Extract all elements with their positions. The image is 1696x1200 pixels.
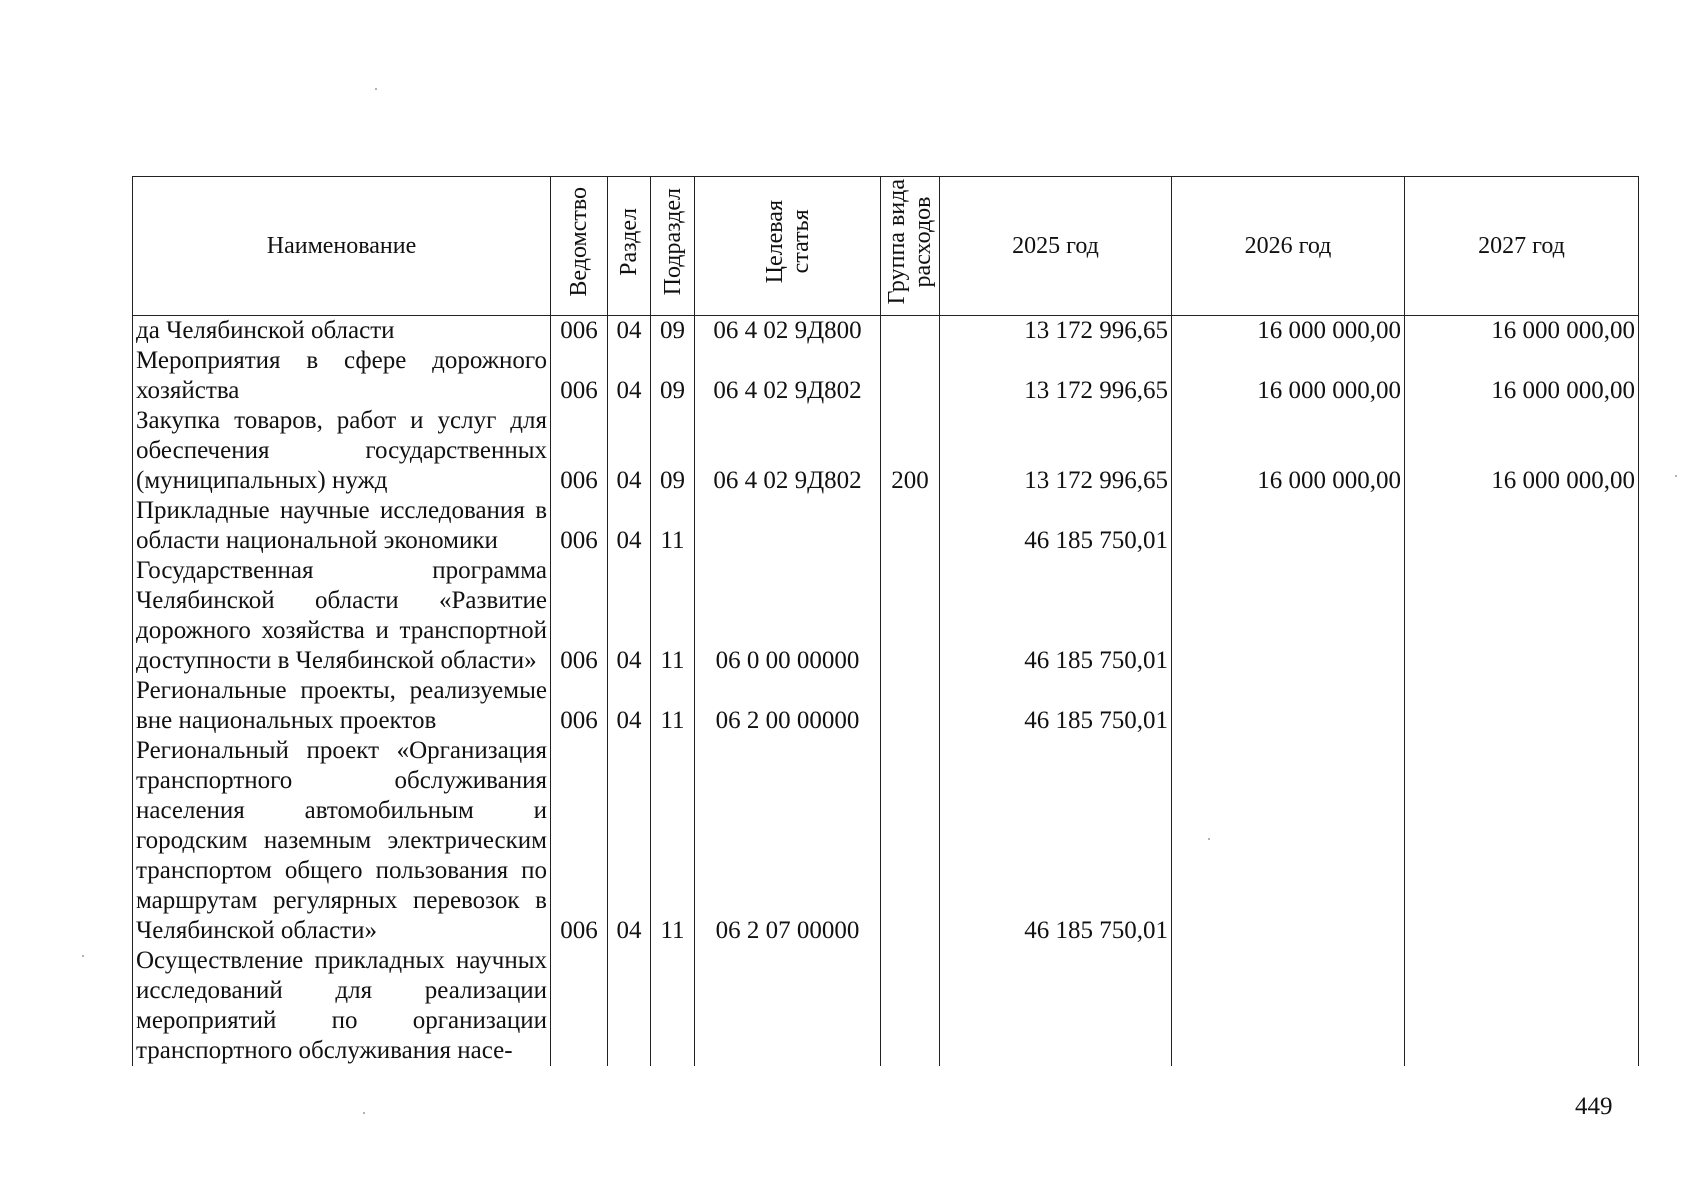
row-vedomstvo: 006: [551, 556, 608, 676]
row-value-2026: [1172, 676, 1405, 736]
header-razdel-text: Раздел: [616, 208, 642, 276]
row-value-2027: [1405, 946, 1639, 1066]
row-vedomstvo: 006: [551, 316, 608, 347]
row-name: Мероприятия в сфере дорожного хозяйства: [133, 346, 551, 406]
header-2025: [940, 177, 1172, 316]
row-value-2026: [1172, 736, 1405, 946]
row-podrazdel: 11: [651, 676, 695, 736]
row-celevaya: 06 0 00 00000: [695, 556, 881, 676]
row-name: Осуществление прикладных научных исследований для реализации мероприятий по организации транспортного обслуживания насе-: [133, 946, 551, 1066]
header-name: [133, 177, 551, 316]
row-value-2026: [1172, 946, 1405, 1066]
row-value-2027: [1405, 676, 1639, 736]
row-gruppa: [881, 676, 940, 736]
row-value-2025: 46 185 750,01: [940, 496, 1172, 556]
row-vedomstvo: 006: [551, 676, 608, 736]
table-header: [133, 177, 1639, 316]
row-celevaya: 06 2 07 00000: [695, 736, 881, 946]
row-value-2025: 13 172 996,65: [940, 346, 1172, 406]
row-name: да Челябинской области: [133, 316, 551, 347]
header-2027-text: 2027 год: [1478, 233, 1565, 259]
header-vedomstvo: [551, 177, 608, 316]
row-value-2026: 16 000 000,00: [1172, 406, 1405, 496]
row-razdel: [608, 946, 651, 1066]
row-value-2027: 16 000 000,00: [1405, 346, 1639, 406]
row-razdel: 04: [608, 346, 651, 406]
row-razdel: 04: [608, 556, 651, 676]
row-celevaya: 06 4 02 9Д802: [695, 406, 881, 496]
header-podrazdel: [651, 177, 695, 316]
row-value-2026: [1172, 496, 1405, 556]
row-podrazdel: 11: [651, 736, 695, 946]
row-vedomstvo: [551, 946, 608, 1066]
row-value-2027: [1405, 736, 1639, 946]
row-name: Региональный проект «Организация транспортного обслуживания населения автомобильным и городским наземным электрическим транспортом общего пользования по маршрутам регулярных перевозок в Челябинской области»: [133, 736, 551, 946]
header-row: [133, 177, 1639, 316]
scan-speck: [375, 88, 377, 90]
row-celevaya: [695, 946, 881, 1066]
row-vedomstvo: 006: [551, 736, 608, 946]
header-podrazdel-text: Подраздел: [659, 188, 686, 296]
budget-table: [132, 176, 1639, 1066]
header-celevaya: [695, 177, 881, 316]
scan-speck: [363, 1112, 365, 1114]
table-row: [133, 736, 1639, 946]
table-row: [133, 316, 1639, 347]
row-celevaya: 06 4 02 9Д802: [695, 346, 881, 406]
row-value-2025: 13 172 996,65: [940, 316, 1172, 347]
table-row: [133, 346, 1639, 406]
row-podrazdel: [651, 946, 695, 1066]
row-razdel: 04: [608, 736, 651, 946]
row-value-2025: 46 185 750,01: [940, 556, 1172, 676]
row-value-2026: 16 000 000,00: [1172, 346, 1405, 406]
row-razdel: 04: [608, 676, 651, 736]
row-gruppa: [881, 346, 940, 406]
header-name-text: Наименование: [266, 233, 417, 259]
row-razdel: 04: [608, 316, 651, 347]
row-gruppa: [881, 496, 940, 556]
row-podrazdel: 09: [651, 346, 695, 406]
table-body: [133, 316, 1639, 1067]
scan-speck: [1675, 475, 1677, 477]
row-value-2026: 16 000 000,00: [1172, 316, 1405, 347]
row-celevaya: [695, 496, 881, 556]
row-razdel: 04: [608, 496, 651, 556]
row-gruppa: [881, 316, 940, 347]
row-value-2027: [1405, 556, 1639, 676]
row-celevaya: 06 4 02 9Д800: [695, 316, 881, 347]
row-name: Закупка товаров, работ и услуг для обеспечения государственных (муниципальных) нужд: [133, 406, 551, 496]
row-podrazdel: 09: [651, 316, 695, 347]
header-gruppa: [881, 177, 940, 316]
row-razdel: 04: [608, 406, 651, 496]
header-razdel: [608, 177, 651, 316]
row-celevaya: 06 2 00 00000: [695, 676, 881, 736]
row-value-2025: [940, 946, 1172, 1066]
header-vedomstvo-text: Ведомство: [566, 187, 592, 297]
page-number: 449: [1575, 1093, 1613, 1120]
scan-speck: [82, 955, 84, 957]
row-podrazdel: 11: [651, 496, 695, 556]
header-2027: [1405, 177, 1639, 316]
table-row: [133, 946, 1639, 1066]
table-row: [133, 676, 1639, 736]
row-gruppa: [881, 736, 940, 946]
row-name: Прикладные научные исследования в области национальной экономики: [133, 496, 551, 556]
row-vedomstvo: 006: [551, 406, 608, 496]
row-gruppa: [881, 556, 940, 676]
row-gruppa: 200: [881, 406, 940, 496]
row-value-2025: 46 185 750,01: [940, 676, 1172, 736]
row-gruppa: [881, 946, 940, 1066]
row-value-2027: 16 000 000,00: [1405, 316, 1639, 347]
row-value-2027: [1405, 496, 1639, 556]
scan-speck: [1208, 838, 1210, 840]
header-celevaya-text: Целевая статья: [761, 200, 814, 284]
header-gruppa-text: Группа вида расходов: [884, 179, 936, 305]
row-value-2025: 46 185 750,01: [940, 736, 1172, 946]
row-name: Региональные проекты, реализуемые вне национальных проектов: [133, 676, 551, 736]
row-value-2025: 13 172 996,65: [940, 406, 1172, 496]
row-value-2026: [1172, 556, 1405, 676]
row-vedomstvo: 006: [551, 346, 608, 406]
header-2025-text: 2025 год: [1012, 233, 1099, 259]
row-value-2027: 16 000 000,00: [1405, 406, 1639, 496]
row-vedomstvo: 006: [551, 496, 608, 556]
table-row: [133, 556, 1639, 676]
table-row: [133, 406, 1639, 496]
row-name: Государственная программа Челябинской области «Развитие дорожного хозяйства и транспортной доступности в Челябинской области»: [133, 556, 551, 676]
header-2026: [1172, 177, 1405, 316]
row-podrazdel: 09: [651, 406, 695, 496]
header-2026-text: 2026 год: [1244, 233, 1332, 259]
table-row: [133, 496, 1639, 556]
row-podrazdel: 11: [651, 556, 695, 676]
